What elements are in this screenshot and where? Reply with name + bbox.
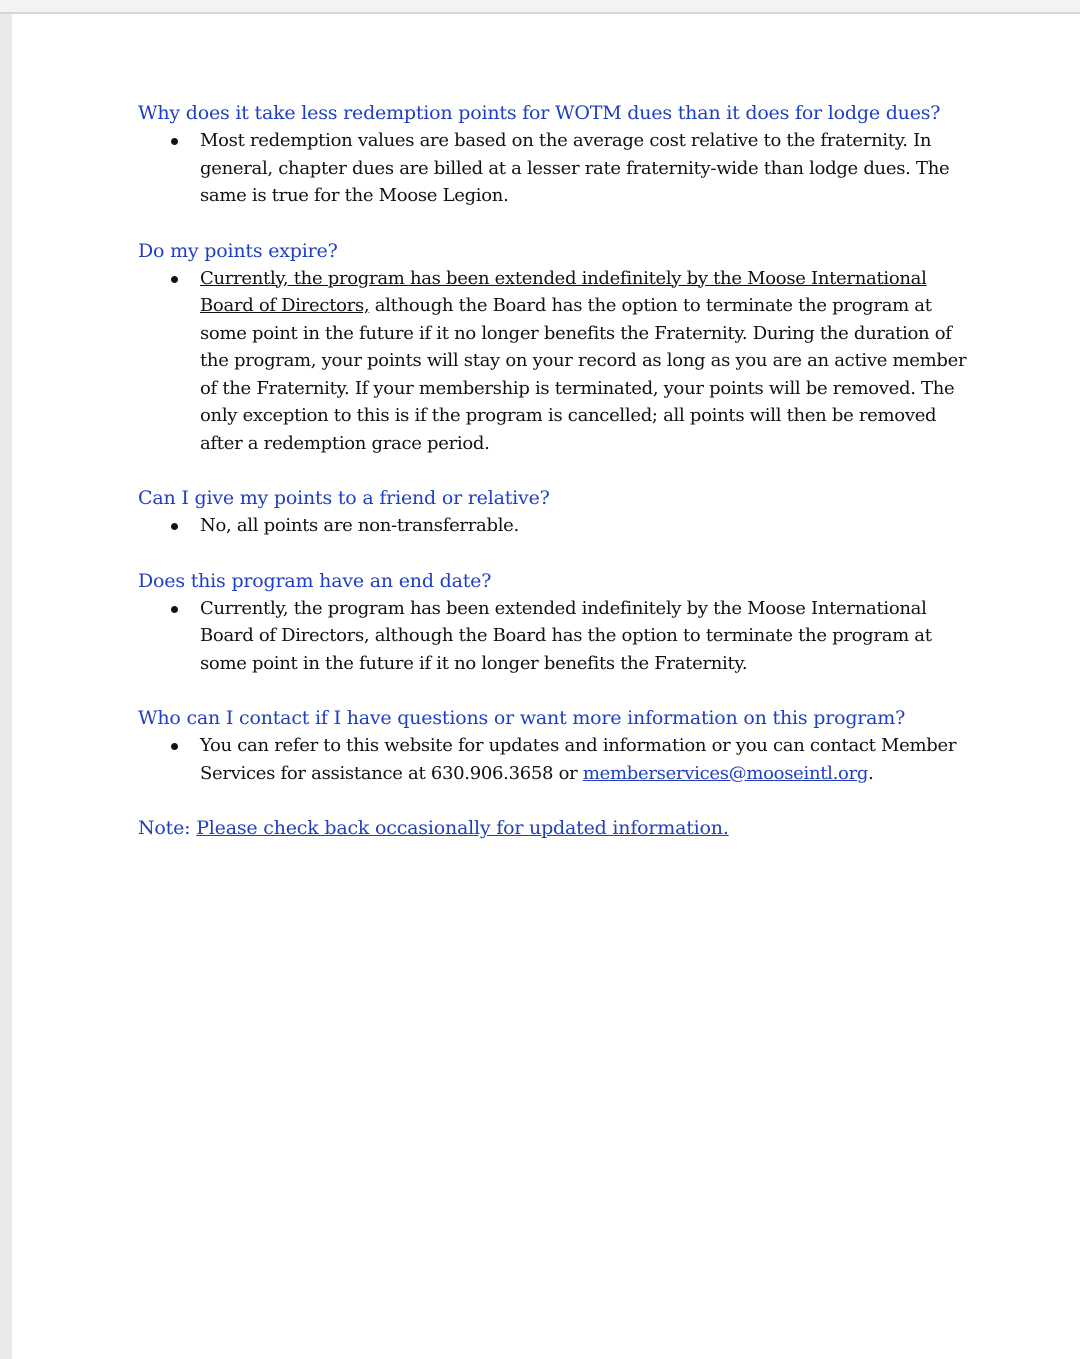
updated-information-link[interactable]: Please check back occasionally for updated information. [196, 817, 729, 839]
faq-item-points-expire [138, 238, 978, 458]
bullet-icon [171, 138, 178, 145]
faq-answer [138, 265, 978, 458]
faq-answer [138, 595, 978, 678]
faq-answer [138, 732, 978, 787]
bullet-icon [171, 606, 178, 613]
faq-question: Does this program have an end date? [138, 569, 492, 592]
faq-answer-text: No, all points are non-transferrable. [200, 515, 519, 536]
bullet-icon [171, 743, 178, 750]
faq-answer-underlined-text: Currently, the program has been extended indefinitely by the Moose International Board of Directors, [200, 267, 927, 316]
faq-answer [138, 512, 978, 540]
document-page [12, 14, 1080, 1359]
faq-question: Do my points expire? [138, 239, 338, 262]
viewer-top-bar [0, 0, 1080, 14]
faq-answer-list [138, 595, 978, 678]
faq-answer-list [138, 512, 978, 540]
member-services-email-link[interactable]: memberservices@mooseintl.org [582, 762, 869, 784]
bullet-icon [171, 276, 178, 283]
faq-answer-text: although the Board has the option to terminate the program at some point in the future if it no longer benefits the Fraternity. During the duration of the program, your points will stay on your record as long as you are an active member of the Fraternity. If your membership is terminated, your points will be removed. The only exception to this is if the program is cancelled; all points will then be removed after a redemption grace period. [200, 295, 967, 454]
faq-answer [138, 127, 978, 210]
faq-answer-suffix: . [868, 762, 874, 784]
faq-item-transfer-points [138, 485, 978, 540]
faq-question: Can I give my points to a friend or relative? [138, 487, 550, 509]
note-label: Note: [138, 817, 197, 839]
faq-item-contact [138, 705, 978, 787]
faq-item-end-date [138, 568, 978, 678]
faq-content [138, 100, 978, 842]
faq-answer-text: Most redemption values are based on the average cost relative to the fraternity. In general, chapter dues are billed at a lesser rate fraternity-wide than lodge dues. The same is true for the Moose Legion. [200, 130, 950, 206]
faq-item-wotm-dues [138, 100, 978, 210]
faq-answer-list [138, 732, 978, 787]
bullet-icon [171, 523, 178, 530]
faq-question: Who can I contact if I have questions or want more information on this program? [138, 707, 906, 729]
update-note [138, 815, 978, 842]
faq-answer-text: Currently, the program has been extended indefinitely by the Moose International Board of Directors, although the Board has the option to terminate the program at some point in the future if it no longer benefits the Fraternity. [200, 597, 932, 674]
faq-answer-list [138, 265, 978, 458]
faq-answer-list [138, 127, 978, 210]
faq-answer-text: You can refer to this website for updates and information or you can contact Member Services for assistance at 630.906.3658 or [200, 735, 957, 784]
faq-question: Why does it take less redemption points for WOTM dues than it does for lodge dues? [138, 102, 941, 124]
